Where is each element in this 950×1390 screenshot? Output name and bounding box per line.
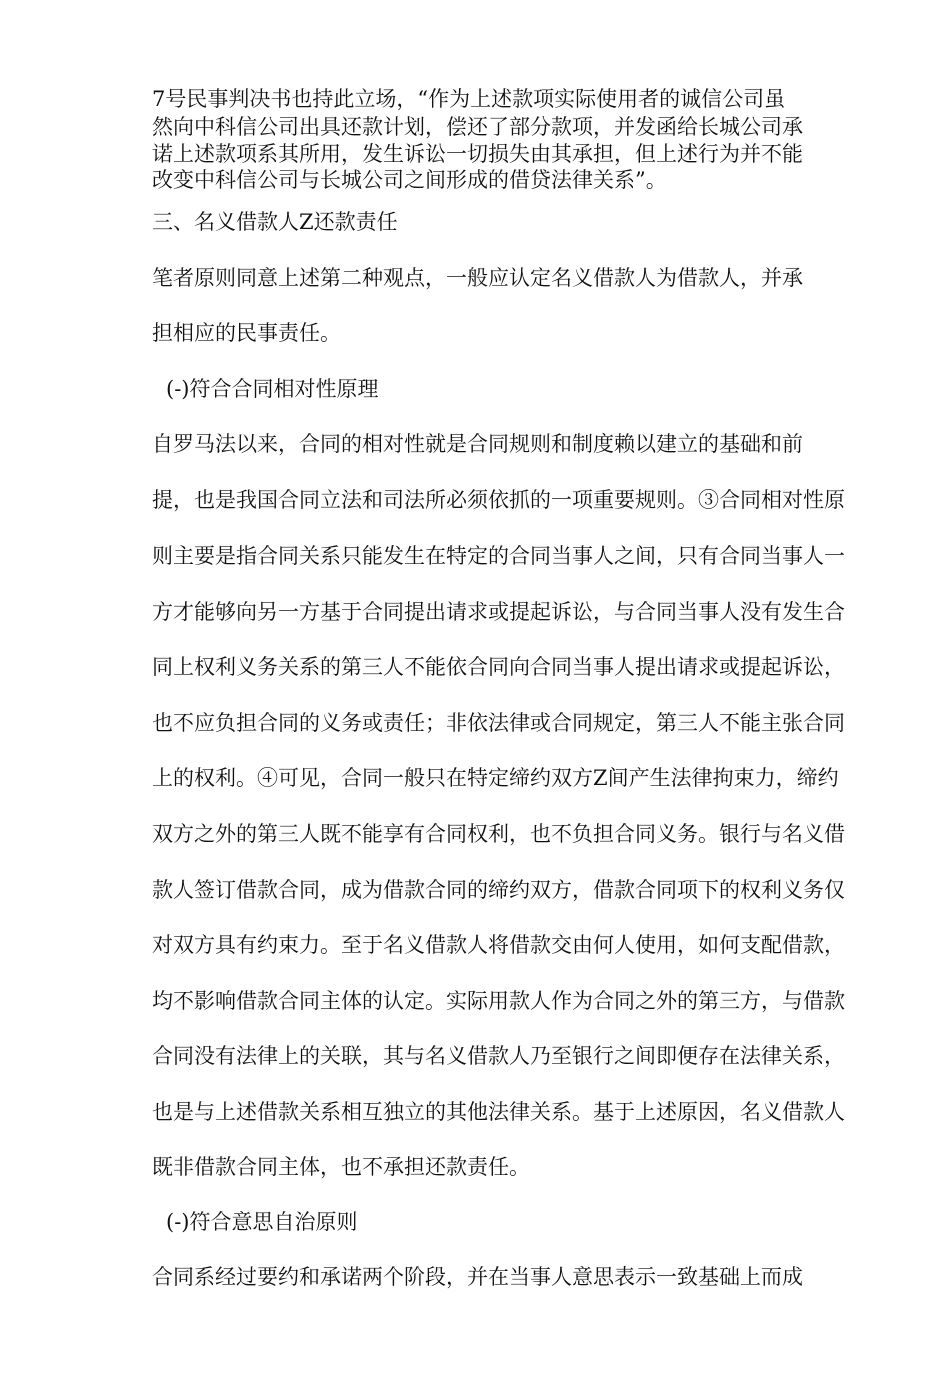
body-text-line: 则主要是指合同关系只能发生在特定的合同当事人之间，只有合同当事人一 [152,544,845,568]
body-text-line: 既非借款合同主体，也不承担还款责任。 [152,1155,530,1179]
body-text-line: 同上权利义务关系的第三人不能依合同向合同当事人提出请求或提起诉讼， [152,655,845,679]
body-text-line: 也不应负担合同的义务或责任；非依法律或合同规定，第三人不能主张合同 [152,711,845,735]
body-text-line: 方才能够向另一方基于合同提出请求或提起诉讼，与合同当事人没有发生合 [152,600,845,624]
body-text-line: 自罗马法以来，合同的相对性就是合同规则和制度赖以建立的基础和前 [152,432,803,456]
body-text-line: 合同没有法律上的关联，其与名义借款人乃至银行之间即便存在法律关系， [152,1044,845,1068]
body-text-line: 款人签订借款合同，成为借款合同的缔约双方，借款合同项下的权利义务仅 [152,878,845,902]
body-text-line: 笔者原则同意上述第二种观点，一般应认定名义借款人为借款人，并承 [152,266,803,290]
body-text-line: 7号民事判决书也持此立场，“作为上述款项实际使用者的诚信公司虽 [152,87,786,111]
body-text-line: 提，也是我国合同立法和司法所必须依抓的一项重要规则。③合同相对性原 [152,488,845,512]
body-text-line: 上的权利。④可见，合同一般只在特定缔约双方Z间产生法律拘束力，缔约 [152,766,839,790]
section-heading: 三、名义借款人Z还款责任 [152,210,398,234]
body-text-line: 合同系经过要约和承诺两个阶段，并在当事人意思表示一致基础上而成 [152,1265,803,1289]
body-text-line: 担相应的民事责任。 [152,321,341,345]
body-text-line: 诺上述款项系其所用，发生诉讼一切损失由其承担，但上述行为并不能 [152,142,803,166]
body-text-line: 然向中科信公司出具还款计划，偿还了部分款项，并发函给长城公司承 [152,115,803,139]
body-text-line: 均不影响借款合同主体的认定。实际用款人作为合同之外的第三方，与借款 [152,989,845,1013]
subsection-heading: (-)符合意思自治原则 [166,1210,358,1234]
body-text-line: 也是与上述借款关系相互独立的其他法律关系。基于上述原因，名义借款人 [152,1100,845,1124]
body-text-line: 双方之外的第三人既不能享有合同权利，也不负担合同义务。银行与名义借 [152,822,845,846]
subsection-heading: (-)符合合同相对性原理 [166,377,379,401]
body-text-line: 对双方具有约束力。至于名义借款人将借款交由何人使用，如何支配借款， [152,933,845,957]
body-text-line: 改变中科信公司与长城公司之间形成的借贷法律关系”。 [152,168,667,192]
